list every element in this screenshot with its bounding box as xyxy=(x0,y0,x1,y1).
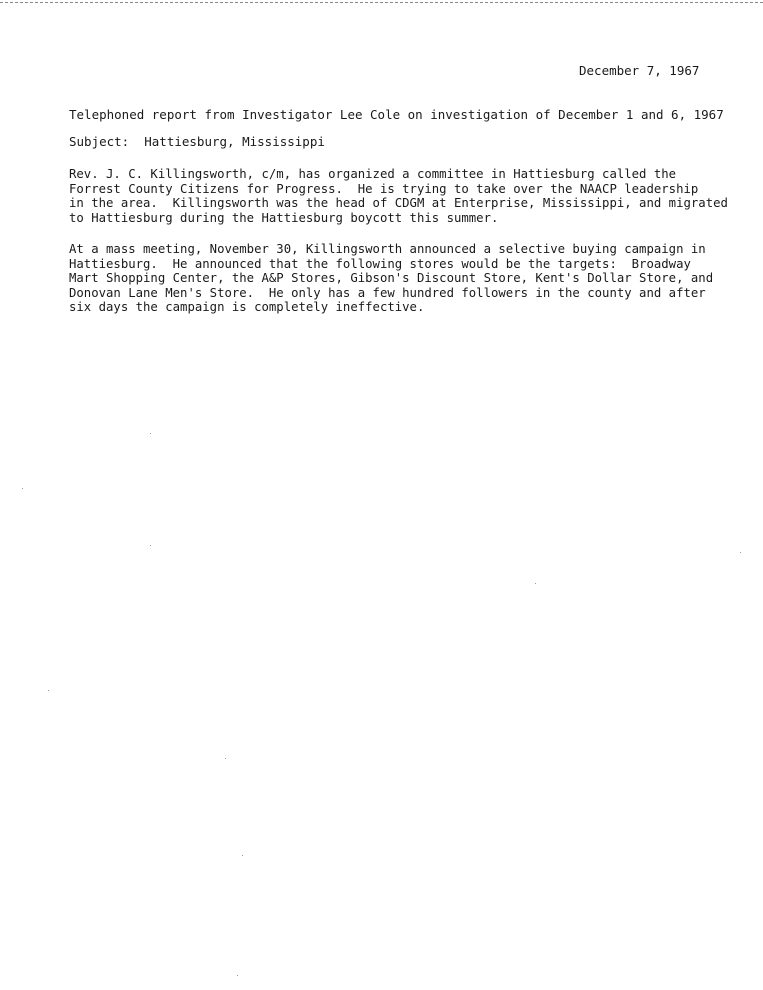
report-date: December 7, 1967 xyxy=(579,63,700,78)
scan-speck xyxy=(22,488,23,489)
paragraph-line: Hattiesburg. He announced that the following stores would be the targets: Broadway xyxy=(69,256,691,271)
scan-speck xyxy=(48,690,49,691)
paragraph-line: to Hattiesburg during the Hattiesburg boycott this summer. xyxy=(69,210,499,225)
paragraph-line: Donovan Lane Men's Store. He only has a few hundred followers in the county and after xyxy=(69,285,706,300)
scan-speck xyxy=(535,583,536,584)
report-heading: Telephoned report from Investigator Lee Cole on investigation of December 1 and 6, 1967 xyxy=(69,107,724,122)
paragraph-line: six days the campaign is completely ineffective. xyxy=(69,300,425,314)
paragraph-line: Mart Shopping Center, the A&P Stores, Gibson's Discount Store, Kent's Dollar Store, and xyxy=(69,271,714,285)
scan-speck xyxy=(225,758,226,759)
paragraph-line: Rev. J. C. Killingsworth, c/m, has organized a committee in Hattiesburg called the xyxy=(69,167,677,181)
scan-speck xyxy=(150,545,151,546)
scan-speck xyxy=(150,433,151,434)
scan-speck xyxy=(740,552,741,553)
scan-speck xyxy=(242,855,243,856)
report-subject: Subject: Hattiesburg, Mississippi xyxy=(69,134,325,149)
paragraph-line: At a mass meeting, November 30, Killingsworth announced a selective buying campaign in xyxy=(69,242,706,256)
paragraph-line: Forrest County Citizens for Progress. He is trying to take over the NAACP leadership xyxy=(69,181,699,196)
scan-speck xyxy=(237,975,238,976)
paragraph-buying-campaign xyxy=(69,242,713,315)
paragraph-organization xyxy=(69,167,728,225)
paragraph-line: in the area. Killingsworth was the head of CDGM at Enterprise, Mississippi, and migrated xyxy=(69,196,728,210)
